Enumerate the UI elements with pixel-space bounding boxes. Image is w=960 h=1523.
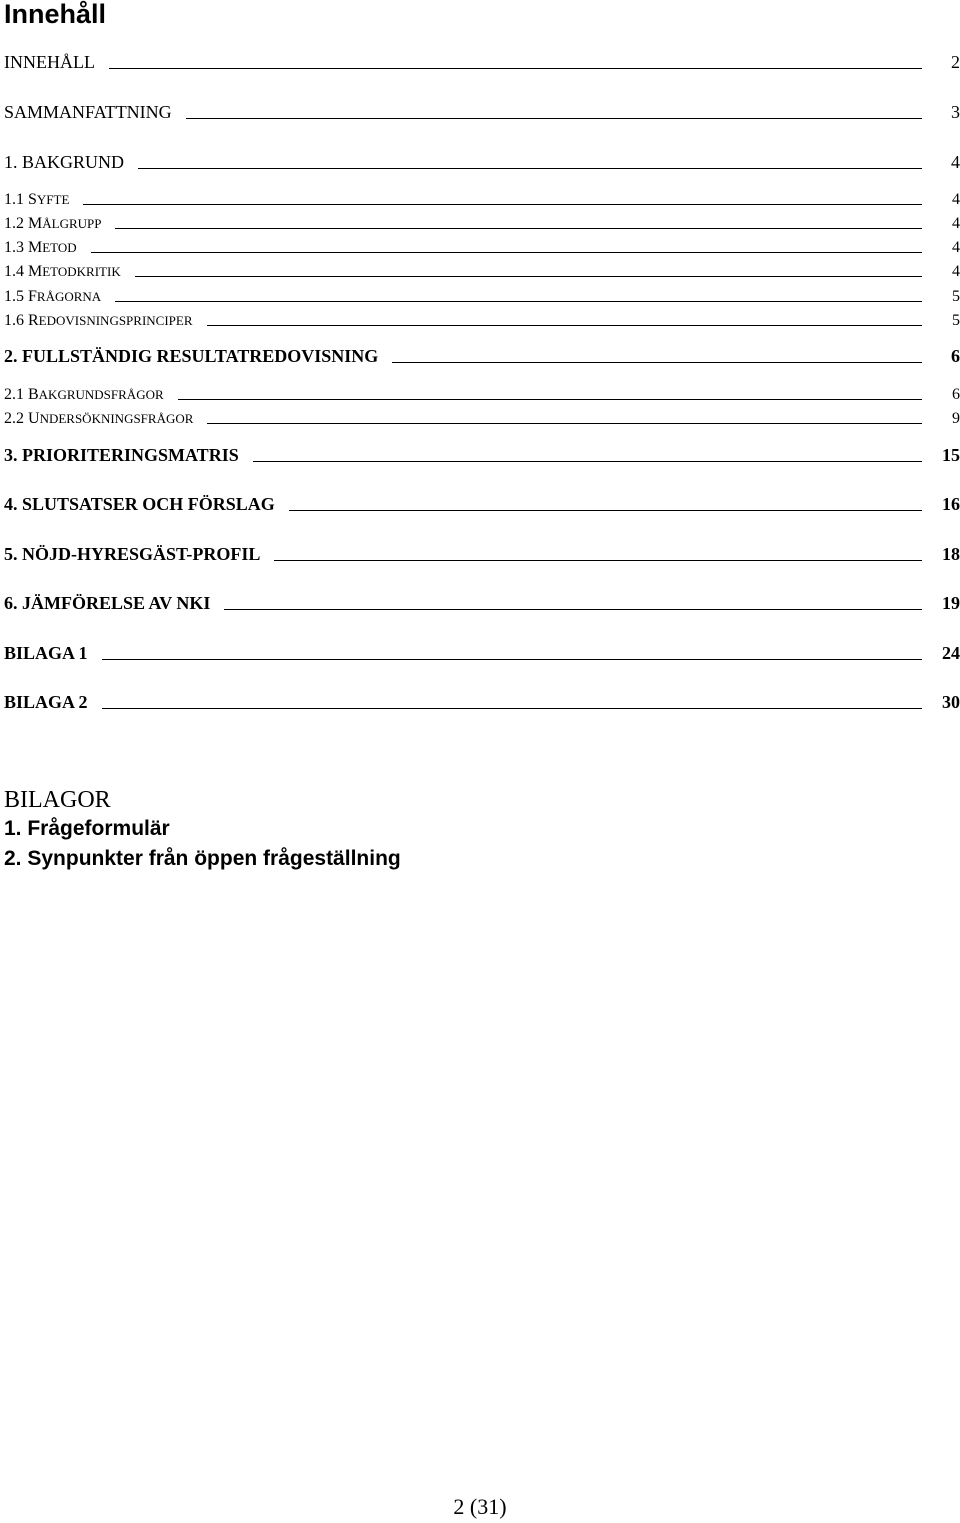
toc-entry-label: INNEHÅLL xyxy=(4,52,95,72)
toc-entry-page: 24 xyxy=(942,643,960,663)
toc-entry-page: 18 xyxy=(942,544,960,564)
toc-entry-label: 2.1 BAKGRUNDSFRÅGOR xyxy=(4,386,164,403)
toc-entry-label: 1. BAKGRUND xyxy=(4,152,125,172)
toc-leader-line xyxy=(207,423,922,424)
toc-entry-label: 4. SLUTSATSER OCH FÖRSLAG xyxy=(4,494,275,514)
toc-leader-line xyxy=(115,301,922,302)
toc-entry[interactable] xyxy=(4,689,960,713)
toc-leader-line xyxy=(253,461,922,462)
toc-entry-label: 5. NÖJD-HYRESGÄST-PROFIL xyxy=(4,544,261,564)
toc-entry-page: 4 xyxy=(952,263,960,280)
toc-entry[interactable] xyxy=(4,185,960,209)
toc-leader-line xyxy=(392,362,922,363)
toc-entry-label: 1.3 METOD xyxy=(4,239,77,256)
toc-leader-line xyxy=(115,228,922,229)
toc-entry-page: 16 xyxy=(942,494,960,514)
bilagor-item: 2. Synpunkter från öppen frågeställning xyxy=(4,847,401,870)
toc-entry-label: BILAGA 2 xyxy=(4,692,88,712)
toc-leader-line xyxy=(109,68,922,69)
toc-leader-line xyxy=(274,560,922,561)
toc-entry-label: 1.1 SYFTE xyxy=(4,191,70,208)
toc-entry-label: SAMMANFATTNING xyxy=(4,102,172,122)
toc-entry[interactable] xyxy=(4,49,960,73)
toc-entry-label: BILAGA 1 xyxy=(4,643,88,663)
page-number: 2 (31) xyxy=(453,1494,507,1519)
toc-entry-page: 4 xyxy=(951,152,960,172)
toc-entry[interactable] xyxy=(4,99,960,123)
toc-leader-line xyxy=(289,510,922,511)
toc-entry[interactable] xyxy=(4,257,960,281)
toc-leader-line xyxy=(138,168,922,169)
toc-leader-line xyxy=(91,252,922,253)
toc-leader-line xyxy=(102,708,922,709)
toc-entry[interactable] xyxy=(4,209,960,233)
toc-entry[interactable] xyxy=(4,541,960,565)
toc-entry-page: 30 xyxy=(942,692,960,712)
toc-entry-page: 4 xyxy=(952,215,960,232)
toc-entry-page: 5 xyxy=(952,312,960,329)
toc-entry[interactable] xyxy=(4,590,960,614)
toc-entry-page: 4 xyxy=(952,239,960,256)
toc-entry-page: 9 xyxy=(952,410,960,427)
toc-entry-label: 1.2 MÅLGRUPP xyxy=(4,215,102,232)
toc-entry-page: 6 xyxy=(952,386,960,403)
page-heading: Innehåll xyxy=(4,0,107,29)
toc-entry[interactable] xyxy=(4,404,960,428)
toc-entry[interactable] xyxy=(4,442,960,466)
toc-entry-label: 6. JÄMFÖRELSE AV NKI xyxy=(4,593,211,613)
toc-entry-page: 6 xyxy=(951,346,960,366)
toc-entry[interactable] xyxy=(4,640,960,664)
toc-leader-line xyxy=(135,276,922,277)
toc-leader-line xyxy=(178,399,922,400)
toc-entry-label: 3. PRIORITERINGSMATRIS xyxy=(4,445,239,465)
toc-leader-line xyxy=(102,659,922,660)
toc-entry[interactable] xyxy=(4,343,960,367)
bilagor-title: BILAGOR xyxy=(4,787,111,813)
toc-entry-label: 1.5 FRÅGORNA xyxy=(4,288,102,305)
toc-entry[interactable] xyxy=(4,491,960,515)
toc-leader-line xyxy=(224,609,922,610)
toc-entry-page: 4 xyxy=(952,191,960,208)
toc-entry-page: 15 xyxy=(942,445,960,465)
toc-entry[interactable] xyxy=(4,233,960,257)
toc-entry[interactable] xyxy=(4,149,960,173)
toc-leader-line xyxy=(207,325,922,326)
toc-leader-line xyxy=(83,204,922,205)
toc-entry-page: 2 xyxy=(951,52,960,72)
toc-entry-label: 2.2 UNDERSÖKNINGSFRÅGOR xyxy=(4,410,194,427)
toc-entry[interactable] xyxy=(4,282,960,306)
toc-entry-label: 1.6 REDOVISNINGSPRINCIPER xyxy=(4,312,193,329)
bilagor-item: 1. Frågeformulär xyxy=(4,817,170,840)
toc-entry-page: 19 xyxy=(942,593,960,613)
toc-entry-label: 1.4 METODKRITIK xyxy=(4,263,121,280)
toc-entry-page: 5 xyxy=(952,288,960,305)
toc-entry[interactable] xyxy=(4,380,960,404)
toc-entry[interactable] xyxy=(4,306,960,330)
toc-entry-page: 3 xyxy=(951,102,960,122)
bilagor-section xyxy=(4,786,401,874)
toc-entry-label: 2. FULLSTÄNDIG RESULTATREDOVISNING xyxy=(4,346,379,366)
toc-leader-line xyxy=(186,118,922,119)
